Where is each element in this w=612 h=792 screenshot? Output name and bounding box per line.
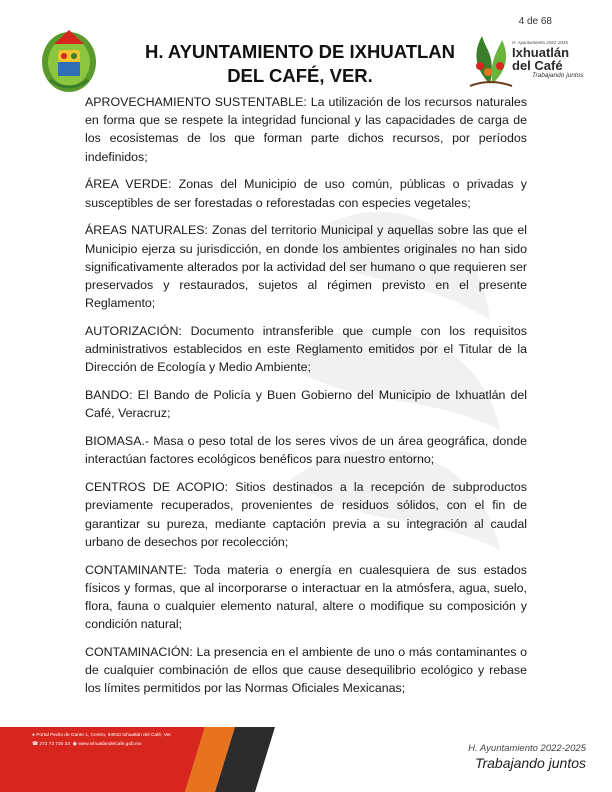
footer-address: ● Portal Pedro de Gante 1, Centro, 94910 Ixhuatlán del Café, Ver. (32, 733, 172, 738)
definition-paragraph: CONTAMINACIÓN: La presencia en el ambiente de uno o más contaminantes o de cualquier combinación de ellos que cause desequilibrio ecológico y rebase los límites permitidos por las Normas Oficiales Mexicanas; (85, 645, 527, 696)
definition-paragraph: BANDO: El Bando de Policía y Buen Gobierno del Municipio de Ixhuatlán del Café, Veracruz; (85, 388, 527, 421)
coffee-plant-logo-icon (466, 26, 514, 88)
phone-icon: ☎ (32, 742, 40, 747)
brand-logo (466, 26, 584, 88)
footer-slogan: Trabajando juntos (474, 755, 586, 771)
page-title (110, 40, 490, 88)
definition-paragraph: BIOMASA.- Masa o peso total de los seres vivos de un área geográfica, donde interactúan factores ecológicos benéficos para nuestro entorno; (85, 434, 527, 467)
brand-subtitle: H. Ayuntamiento 2022-2025 (512, 40, 568, 45)
brand-name-line-2: del Café (512, 58, 563, 73)
definition-paragraph: CONTAMINANTE: Toda materia o energía en cualesquiera de sus estados físicos y formas, que al incorporarse o interactuar en la atmósfera, agua, suelo, flora, fauna o cualquier elemento natural, altere o modifique su composición y condición natural; (85, 562, 527, 632)
definitions-list (85, 93, 527, 707)
definition-paragraph: APROVECHAMIENTO SUSTENTABLE: La utilización de los recursos naturales en forma que se respete la integridad funcional y las capacidades de carga de los ecosistemas de los que forman parte dichos recursos, por períodos indefinidos; (85, 95, 527, 164)
location-icon: ● (32, 733, 37, 738)
brand-name-line-1: Ixhuatlán (512, 45, 570, 60)
page-number: 4 de 68 (518, 16, 552, 27)
definition-paragraph: ÁREAS NATURALES: Zonas del territorio Municipal y aquellas sobre las que el Municipio ejerza su jurisdicción, en donde los ambientes originales no han sido significativamente alterados por la actividad del ser humano o que requieren ser preservados y restaurados, sujetos al régimen previsto en el presente Reglamento; (85, 223, 527, 311)
footer-administration: H. Ayuntamiento 2022-2025 (468, 743, 586, 754)
title-line-1: H. AYUNTAMIENTO DE IXHUATLAN (144, 41, 456, 62)
title-line-2: DEL CAFÉ, VER. (227, 65, 373, 86)
definition-paragraph: ÁREA VERDE: Zonas del Municipio de uso común, públicas o privadas y susceptibles de ser forestadas o reforestadas con especies vegetales; (85, 177, 527, 210)
footer-contact (32, 731, 172, 749)
municipal-seal-icon (40, 24, 98, 94)
definition-paragraph: AUTORIZACIÓN: Documento intransferible que cumple con los requisitos administrativos establecidos en este Reglamento emitidos por el Titular de la Dirección de Ecología y Medio Ambiente; (85, 324, 527, 375)
brand-slogan: Trabajando juntos (532, 72, 584, 79)
definition-paragraph: CENTROS DE ACOPIO: Sitios destinados a la recepción de subproductos previamente recuperados, provenientes de residuos sólidos, con el fin de garantizar su pureza, mediante captación previa a su integración al caudal urbano de desechos por recolección; (85, 480, 527, 549)
footer-phone-web: ☎ 273 73 720 33 ◉ www.ixhuatlandelcafe.gob.mx (32, 742, 142, 747)
web-icon: ◉ (72, 742, 79, 747)
